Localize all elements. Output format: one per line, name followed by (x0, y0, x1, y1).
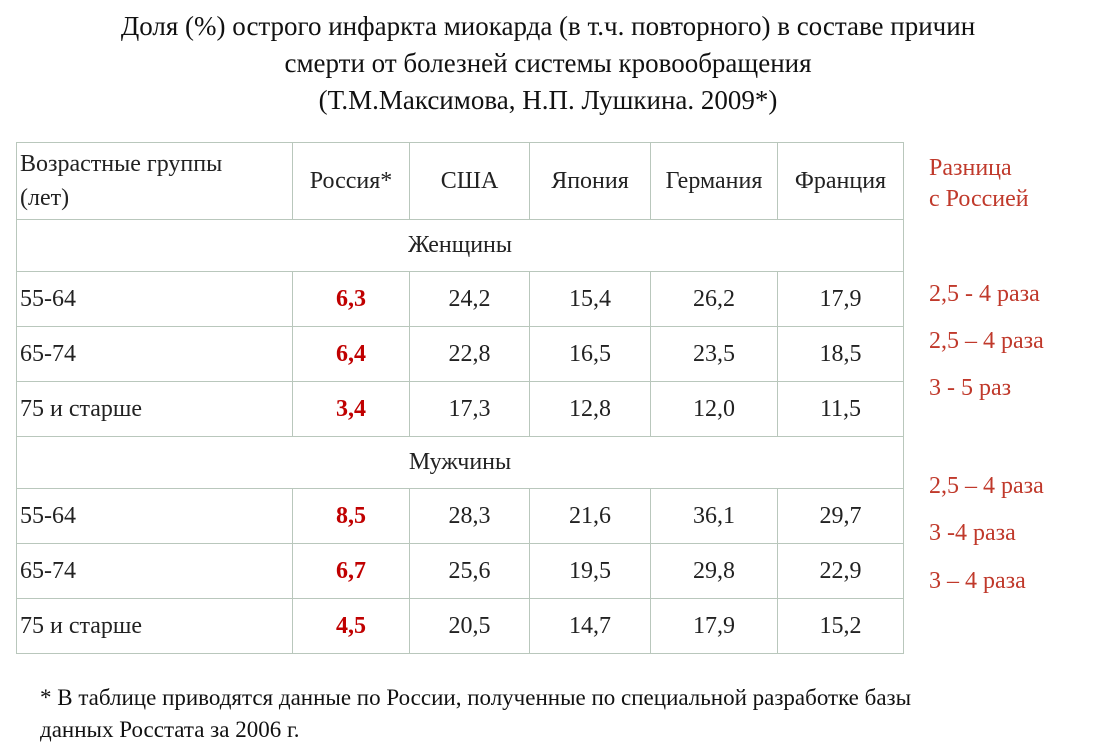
table-header-row (17, 143, 904, 220)
cell-france: 17,9 (778, 272, 904, 327)
cell-france: 18,5 (778, 327, 904, 382)
cell-france: 29,7 (778, 489, 904, 544)
cell-france: 11,5 (778, 382, 904, 437)
cell-usa: 28,3 (410, 489, 530, 544)
header-germany: Германия (651, 143, 778, 220)
difference-men-75-plus: 3 – 4 раза (929, 568, 1026, 594)
cell-age: 55-64 (17, 272, 293, 327)
group-row-women (17, 220, 904, 272)
footnote-line-2: данных Росстата за 2006 г. (40, 717, 300, 742)
cell-age: 65-74 (17, 327, 293, 382)
cell-usa: 22,8 (410, 327, 530, 382)
table-row (17, 544, 904, 599)
cell-germany: 29,8 (651, 544, 778, 599)
cell-russia: 6,3 (293, 272, 410, 327)
header-age-line-1: Возрастные группы (20, 151, 223, 177)
title-line-1: Доля (%) острого инфаркта миокарда (в т.ч. повторного) в составе причин (120, 11, 976, 41)
difference-header-line-1: Разница (929, 155, 1012, 181)
cell-japan: 15,4 (530, 272, 651, 327)
cell-russia: 8,5 (293, 489, 410, 544)
cell-germany: 23,5 (651, 327, 778, 382)
difference-men-55-64: 2,5 – 4 раза (929, 473, 1044, 499)
cell-japan: 16,5 (530, 327, 651, 382)
header-russia: Россия* (293, 143, 410, 220)
cell-japan: 21,6 (530, 489, 651, 544)
cell-age: 75 и старше (17, 599, 293, 654)
cell-germany: 26,2 (651, 272, 778, 327)
cell-japan: 14,7 (530, 599, 651, 654)
group-label-men: Мужчины (17, 437, 904, 489)
cell-france: 15,2 (778, 599, 904, 654)
title-line-2: смерти от болезней системы кровообращения (284, 48, 812, 78)
header-age-group (17, 143, 293, 220)
mortality-table (16, 142, 904, 654)
cell-russia: 3,4 (293, 382, 410, 437)
difference-header-line-2: с Россией (929, 186, 1029, 212)
page-title (0, 8, 1096, 119)
cell-germany: 17,9 (651, 599, 778, 654)
header-age-line-2: (лет) (20, 185, 70, 211)
cell-age: 65-74 (17, 544, 293, 599)
cell-age: 55-64 (17, 489, 293, 544)
cell-germany: 12,0 (651, 382, 778, 437)
cell-usa: 20,5 (410, 599, 530, 654)
cell-germany: 36,1 (651, 489, 778, 544)
cell-usa: 17,3 (410, 382, 530, 437)
difference-men-65-74: 3 -4 раза (929, 520, 1016, 546)
cell-russia: 6,7 (293, 544, 410, 599)
table-row (17, 599, 904, 654)
cell-age: 75 и старше (17, 382, 293, 437)
title-line-3: (Т.М.Максимова, Н.П. Лушкина. 2009*) (318, 85, 778, 115)
difference-women-55-64: 2,5 - 4 раза (929, 281, 1040, 307)
footnote-line-1: * В таблице приводятся данные по России, полученные по специальной разработке базы (40, 685, 912, 710)
table-row (17, 382, 904, 437)
cell-usa: 24,2 (410, 272, 530, 327)
group-row-men (17, 437, 904, 489)
difference-women-65-74: 2,5 – 4 раза (929, 328, 1044, 354)
header-usa: США (410, 143, 530, 220)
footnote (40, 682, 911, 746)
cell-russia: 6,4 (293, 327, 410, 382)
difference-women-75-plus: 3 - 5 раз (929, 375, 1012, 401)
difference-header (929, 153, 1029, 215)
table-row (17, 327, 904, 382)
cell-japan: 12,8 (530, 382, 651, 437)
table-row (17, 489, 904, 544)
table-row (17, 272, 904, 327)
header-france: Франция (778, 143, 904, 220)
cell-usa: 25,6 (410, 544, 530, 599)
header-japan: Япония (530, 143, 651, 220)
group-label-women: Женщины (17, 220, 904, 272)
cell-russia: 4,5 (293, 599, 410, 654)
cell-japan: 19,5 (530, 544, 651, 599)
cell-france: 22,9 (778, 544, 904, 599)
